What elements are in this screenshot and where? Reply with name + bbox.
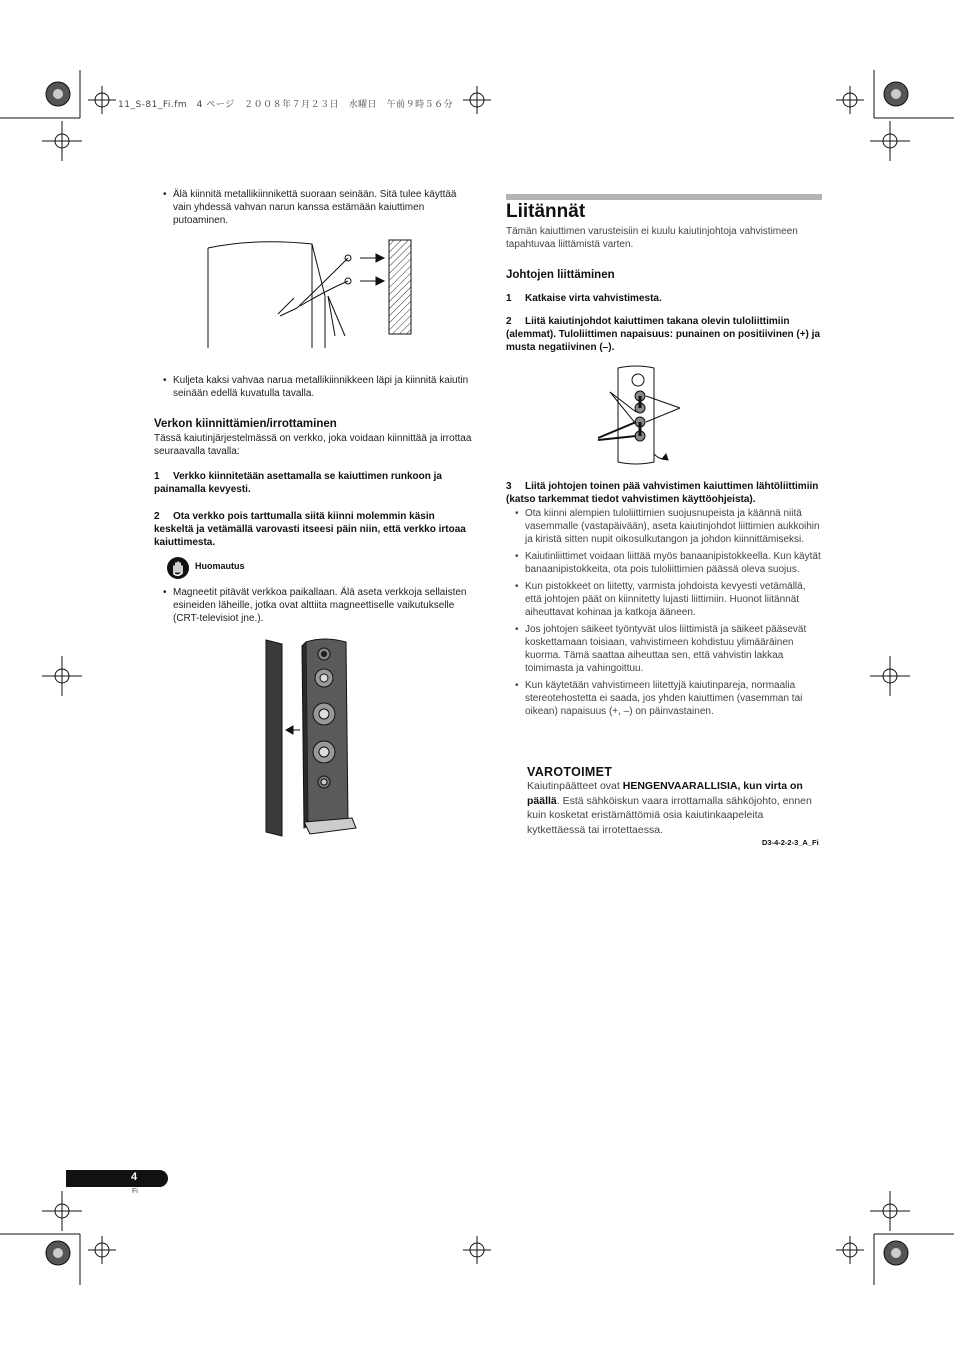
crosshair-mid-left <box>42 656 82 696</box>
caution-box <box>527 765 822 837</box>
bullet-cord-through-bracket: • Kuljeta kaksi vahvaa narua metallikiinnikkeen läpi ja kiinnitä kaiutin seinään edellä kuvatulla tavalla. <box>154 374 474 400</box>
wiring-step-1: 1 Katkaise virta vahvistimesta. <box>506 293 662 304</box>
wiring-step-2: 2 Liitä kaiutinjohdot kaiuttimen takana olevin tuloliittimiin (alemmat). Tuloliittimen napaisuus: punainen on positiivinen (+) ja musta negatiivinen (–). <box>506 316 821 353</box>
registration-sunburst-bottom-right <box>884 1241 908 1265</box>
section-title: Liitännät <box>506 201 586 222</box>
page-number: 4 <box>131 1171 138 1183</box>
page-number-tab <box>66 1170 168 1187</box>
speaker-grille-illustration <box>262 636 362 842</box>
wiring-bullet-1: • Ota kiinni alempien tuloliittimien suojusnupeista ja käännä niitä vasemmalle (vastapäivään), aseta kaiutinjohdot liittimien aukkoihin ja kiristä sitten nupit oikosulkutangon ja johdon kiinnittämiseksi. <box>506 507 824 546</box>
grille-heading: Verkon kiinnittämien/irrottaminen <box>154 418 337 430</box>
wiring-bullet-5: • Kun käytetään vahvistimeen liitettyjä kaiutinpareja, normaalia stereotehostetta ei saada, jos yhden kaiuttimen (vasemman tai oikean) napaisuus (+, –) on päinvastainen. <box>506 679 824 718</box>
wiring-bullet-3: • Kun pistokkeet on liitetty, varmista johdoista kevyesti vetämällä, että johtojen päät on kiinnitetty lujasti liittimiin. Huonot liitännät aiheuttavat kohinaa ja katkoja ääneen. <box>506 580 824 619</box>
crosshair-top-3 <box>463 86 491 114</box>
section-title-bar <box>506 194 822 200</box>
crosshair-bot-5 <box>870 1191 910 1231</box>
connections-intro: Tämän kaiuttimen varusteisiin ei kuulu kaiutinjohtoja vahvistimeen tapahtuvaa liittämistä varten. <box>506 226 798 250</box>
registration-sunburst-bottom-left <box>46 1241 70 1265</box>
note-bullet-magnets: • Magneetit pitävät verkkoa paikallaan. Älä aseta verkkoja sellaisten esineiden läheille, jotka ovat alttiita magneettiselle vaikutukselle (CRT-televisiot jne.). <box>154 586 474 625</box>
crosshair-mid-right <box>870 656 910 696</box>
bullet-wall-bracket: • Älä kiinnitä metallikiinnikettä suoraan seinään. Sitä tulee käyttää vain yhdessä vahvan narun kanssa estämään kaiuttimen putoaminen. <box>154 188 474 227</box>
crosshair-bot-2 <box>88 1236 116 1264</box>
left-column <box>154 188 474 227</box>
crosshair-top-2 <box>42 121 82 161</box>
crosshair-bot-3 <box>463 1236 491 1264</box>
document-code: D3-4-2-2-3_A_Fi <box>762 838 819 847</box>
wiring-heading: Johtojen liittäminen <box>506 269 615 281</box>
crosshair-bot-4 <box>836 1236 864 1264</box>
caution-body: Kaiutinpäätteet ovat HENGENVAARALLISIA, kun virta on päällä. Estä sähköiskun vaara irrottamalla sähköjohto, ennen kuin kosketat eristämättömiä osia kaiutinkaapeleita kytkettäessä tai irrotettaessa. <box>527 780 812 836</box>
crosshair-top-5 <box>870 121 910 161</box>
file-info-line: 11_S-81_Fi.fm 4 ページ ２００８年７月２３日 水曜日 午前９時５６分 <box>118 100 454 110</box>
grille-step-1: 1 Verkko kiinnitetään asettamalla se kaiuttimen runkoon ja painamalla kevyesti. <box>154 471 442 495</box>
caution-title: VAROTOIMET <box>527 765 613 779</box>
registration-sunburst-top-right <box>884 82 908 106</box>
crosshair-top-4 <box>836 86 864 114</box>
page-language: Fi <box>132 1188 138 1195</box>
wiring-bullet-4: • Jos johtojen säikeet työntyvät ulos liittimistä ja säikeet pääsevät koskettamaan toisiaan, vahvistimeen kohdistuu ylimääräinen kuorma. Tämä saattaa aiheuttaa sen, että vahvistin lakkaa toimimasta ja vahingoittuu. <box>506 623 824 675</box>
grille-step-2: 2 Ota verkko pois tarttumalla siitä kiinni molemmin käsin keskeltä ja vetämällä varovasti itseesi päin niin, että verkko irtoaa kaiuttimesta. <box>154 511 466 548</box>
wiring-step-3: 3 Liitä johtojen toinen pää vahvistimen kaiuttimen lähtöliittimiin (katso tarkemmat tiedot vahvistimen käyttöohjeista). <box>506 481 819 505</box>
note-label: Huomautus <box>195 561 245 571</box>
wall-mount-illustration <box>200 236 420 350</box>
wiring-bullet-2: • Kaiutinliittimet voidaan liittää myös banaanipistokkeella. Kun käytät banaanipistokkeita, ota pois tuloliittimien päässä oleva suojus. <box>506 550 824 576</box>
crosshair-bot-1 <box>42 1191 82 1231</box>
crosshair-top-1 <box>88 86 116 114</box>
terminal-illustration <box>596 362 706 472</box>
grille-intro: Tässä kaiutinjärjestelmässä on verkko, joka voidaan kiinnittää ja irrottaa seuraavalla tavalla: <box>154 433 472 457</box>
note-hand-icon <box>167 557 189 579</box>
registration-sunburst-top-left <box>46 82 70 106</box>
